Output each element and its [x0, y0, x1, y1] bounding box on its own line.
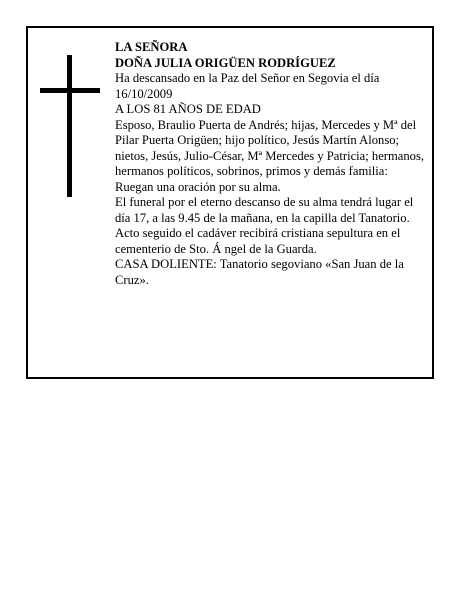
- cross-vertical-bar: [67, 55, 72, 197]
- prayer-request: Ruegan una oración por su alma.: [115, 179, 281, 194]
- cross-horizontal-bar: [40, 88, 100, 93]
- family-list: Esposo, Braulio Puerta de Andrés; hijas, Mercedes y Mª del Pilar Puerta Origüen; hijo político, Jesús Martín Alonso; nietos, Jesús, Julio-César, Mª Mercedes y Patricia; hermanos, hermanos políticos, sobrinos, primos y demás familia:: [115, 117, 425, 178]
- funeral-details: El funeral por el eterno descanso de su alma tendrá lugar el día 17, a las 9.45 de la mañana, en la capilla del Tanatorio. Acto seguido el cadáver recibirá cristiana sepultura en el cementerio de Sto. Á ngel de la Guarda.: [115, 195, 414, 256]
- cross-icon: [40, 55, 100, 197]
- notice-text: [115, 40, 425, 288]
- obituary-notice: [26, 26, 434, 379]
- rest-statement: Ha descansado en la Paz del Señor en Segovia el día 16/10/2009: [115, 71, 380, 101]
- title-line-1: LA SEÑORA: [115, 40, 188, 54]
- mourning-house: CASA DOLIENTE: Tanatorio segoviano «San Juan de la Cruz».: [115, 257, 404, 287]
- age-statement: A LOS 81 AÑOS DE EDAD: [115, 102, 261, 116]
- deceased-name: DOÑA JULIA ORIGÜEN RODRÍGUEZ: [115, 55, 336, 70]
